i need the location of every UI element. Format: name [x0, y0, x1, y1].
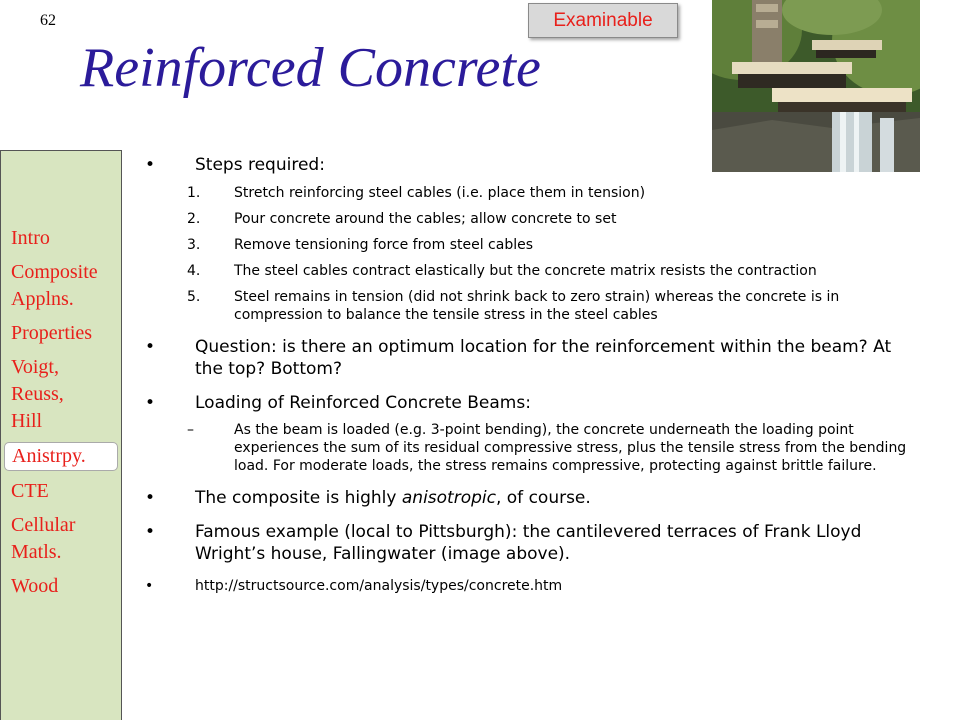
sidebar-item-label: Properties: [11, 322, 93, 344]
steps-bullet: [140, 154, 910, 176]
sidebar-item-voigt-reuss-hill[interactable]: [1, 354, 121, 435]
steps-list: [140, 184, 910, 324]
sidebar-list: [1, 225, 121, 607]
sidebar-item-label: Hill: [11, 410, 43, 432]
step-text: Pour concrete around the cables; allow concrete to set: [234, 211, 617, 227]
sidebar-item-anistrpy[interactable]: [4, 442, 118, 471]
bullet-icon: •: [145, 393, 156, 413]
anisotropic-emphasis: anisotropic: [401, 488, 496, 508]
slide-content: [140, 154, 910, 599]
step-item: [140, 262, 910, 280]
bullet-icon: •: [145, 522, 156, 542]
slide-number: 62: [40, 12, 56, 29]
section-sidebar: [0, 150, 122, 720]
step-number: 3.: [187, 237, 201, 253]
sidebar-item-label: CTE: [11, 480, 49, 502]
famous-example-bullet: [140, 521, 910, 565]
sidebar-item-intro[interactable]: [1, 225, 121, 252]
sidebar-item-wood[interactable]: [1, 573, 121, 600]
url-bullet: [140, 577, 910, 595]
question-bullet: [140, 336, 910, 380]
sidebar-item-composite-applns[interactable]: [1, 259, 121, 313]
sidebar-item-label: Anistrpy.: [12, 445, 86, 467]
slide-title: Reinforced Concrete: [80, 37, 541, 99]
sidebar-item-label: Wood: [11, 575, 59, 597]
step-text: The steel cables contract elastically but the concrete matrix resists the contraction: [234, 263, 817, 279]
step-item: [140, 236, 910, 254]
fallingwater-photo: [712, 0, 920, 172]
bullet-icon: •: [145, 337, 156, 357]
dash-icon: –: [187, 422, 194, 438]
anisotropic-text-end: , of course.: [495, 488, 591, 508]
steps-heading: Steps required:: [195, 155, 325, 175]
examinable-badge: Examinable: [528, 3, 678, 38]
step-text: Steel remains in tension (did not shrink back to zero strain) whereas the concrete is in compression to balance the tensile stress in the steel cables: [234, 289, 840, 323]
sidebar-item-label: Cellular: [11, 514, 76, 536]
step-item: [140, 210, 910, 228]
step-number: 5.: [187, 289, 201, 305]
bullet-icon: •: [145, 155, 156, 175]
step-item: [140, 288, 910, 324]
step-text: Stretch reinforcing steel cables (i.e. place them in tension): [234, 185, 646, 201]
step-number: 1.: [187, 185, 201, 201]
sidebar-item-label: Matls.: [11, 541, 62, 563]
sidebar-item-cellular-matls[interactable]: [1, 512, 121, 566]
anisotropic-bullet: [140, 487, 910, 509]
step-text: Remove tensioning force from steel cables: [234, 237, 534, 253]
question-text: Question: is there an optimum location for the reinforcement within the beam? At the top? Bottom?: [195, 337, 892, 379]
reference-link[interactable]: http://structsource.com/analysis/types/concrete.htm: [195, 578, 563, 594]
anisotropic-text-start: The composite is highly: [195, 488, 402, 508]
loading-subpoint-text: As the beam is loaded (e.g. 3-point bending), the concrete underneath the loading point experiences the sum of its residual compressive stress, plus the tensile stress from the bending load. For moderate loads, the stress remains compressive, protecting against brittle failure.: [234, 422, 907, 474]
bullet-icon: •: [145, 578, 154, 594]
step-item: [140, 184, 910, 202]
loading-bullet: [140, 392, 910, 414]
loading-heading: Loading of Reinforced Concrete Beams:: [195, 393, 531, 413]
step-number: 4.: [187, 263, 201, 279]
sidebar-item-label: Composite: [11, 261, 98, 283]
sidebar-item-label: Voigt,: [11, 356, 59, 378]
famous-example-text: Famous example (local to Pittsburgh): the cantilevered terraces of Frank Lloyd Wright’s house, Fallingwater (image above).: [195, 522, 862, 564]
anisotropic-text: [195, 488, 591, 508]
loading-subpoint: [140, 421, 910, 475]
sidebar-item-label: Reuss,: [11, 383, 64, 405]
sidebar-item-label: Applns.: [11, 288, 74, 310]
step-number: 2.: [187, 211, 201, 227]
sidebar-item-label: Intro: [11, 227, 50, 249]
sidebar-item-properties[interactable]: [1, 320, 121, 347]
sidebar-item-cte[interactable]: [1, 478, 121, 505]
bullet-icon: •: [145, 488, 156, 508]
